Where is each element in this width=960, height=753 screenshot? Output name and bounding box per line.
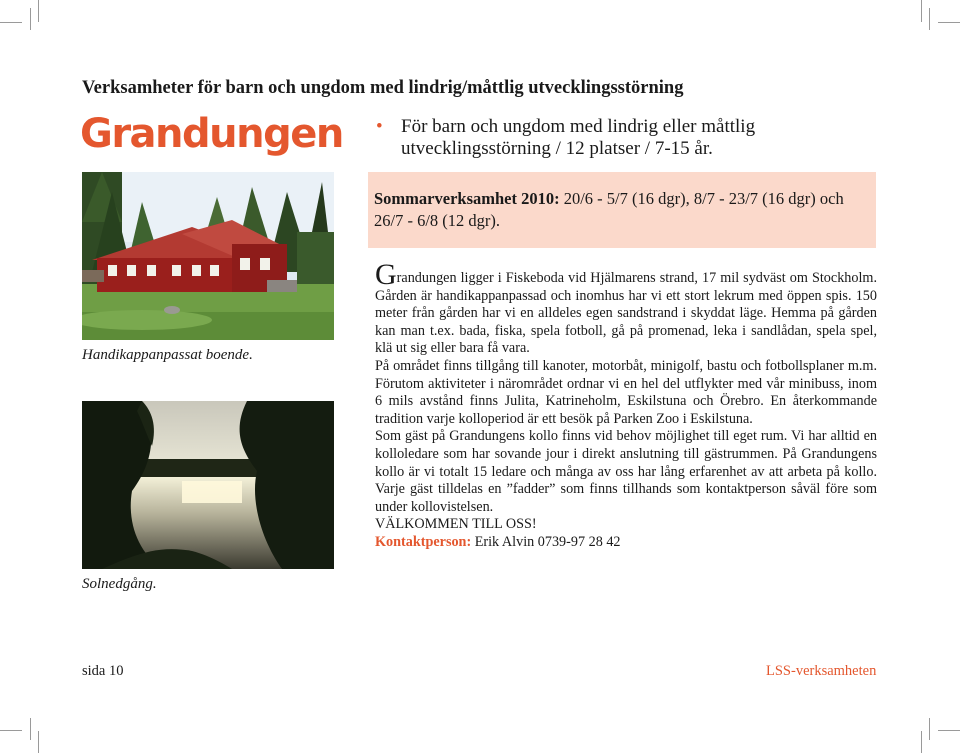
contact-line [375,534,877,552]
crop-mark [921,0,922,22]
section-name: LSS-verksamheten [766,663,877,679]
contact-value: Erik Alvin 0739-97 28 42 [471,533,621,550]
list-item [376,116,831,160]
sunset-photo [82,401,334,569]
crop-mark [30,8,31,30]
house-photo [82,172,334,340]
house-image [82,172,334,340]
list-item-text: För barn och ungdom med lindrig eller måttlig utvecklingsstörning / 12 platser / 7-15 år. [401,116,756,159]
crop-mark [929,8,930,30]
crop-mark [0,730,22,731]
crop-mark [30,718,31,740]
season-dates: 20/6 - 5/7 (16 dgr), 8/7 - 23/7 (16 dgr) och 26/7 - 6/8 (12 dgr). [374,189,844,230]
crop-mark [38,0,39,22]
crop-mark [938,22,960,23]
paragraph-text: randungen ligger i Fiskeboda vid Hjälmarens strand, 17 mil sydväst om Stockholm. Gården är handikappanpassad och inomhus har vi ett stort lekrum med öppen spis. 150 meter från gården har vi en alldeles egen sandstrand i skyddat läge. Hemma på gården kan man t.ex. bada, fiska, spela fotboll, gå på promenad, leka i sandlådan, spela spel, klä ut sig eller bara få vara. [375,270,877,357]
crop-mark [929,718,930,740]
brand-title: Grandungen [80,111,343,157]
sunset-caption: Solnedgång. [82,576,157,592]
page-heading: Verksamheter för barn och ungdom med lindrig/måttlig utvecklingsstörning [82,78,684,98]
welcome-line: VÄLKOMMEN TILL OSS! [375,516,537,533]
paragraph-activities: På området finns tillgång till kanoter, motorbåt, minigolf, bastu och fotbollsplaner m.m. Förutom aktiviteter i närområdet ordnar vi en hel del utflykter med vår minibuss, inom 6 mils avstånd finns Julita, Katrineholm, Eskilstuna och Örebro. En återkommande tradition varje kolloperiod är ett besök på Parken Zoo i Eskilstuna. [375,357,877,427]
season-label: Sommarverksamhet 2010: [374,189,560,208]
page-number: sida 10 [82,663,124,679]
paragraph-intro [375,258,877,358]
paragraph-guests: Som gäst på Grandungens kollo finns vid behov möjlighet till eget rum. Vi har alltid en kolloledare som har sovande jour i direkt anslutning till gästrummen. På Grandungens kollo är vi totalt 15 ledare och många av oss har lång erfarenhet av att arbeta på kollo. Varje gäst tilldelas en ”fadder” som finns tillhands som kontaktperson såväl före som under kollovistelsen. [375,428,877,515]
crop-mark [921,731,922,753]
info-list [376,116,831,160]
bullet-icon: • [376,116,383,137]
crop-mark [38,731,39,753]
body-text [375,258,877,552]
contact-label: Kontaktperson: [375,533,472,550]
crop-mark [938,730,960,731]
season-text [374,188,869,232]
dropcap: G [375,258,397,291]
crop-mark [0,22,22,23]
house-caption: Handikappanpassat boende. [82,347,253,363]
season-box [368,172,876,248]
sunset-image [82,401,334,569]
